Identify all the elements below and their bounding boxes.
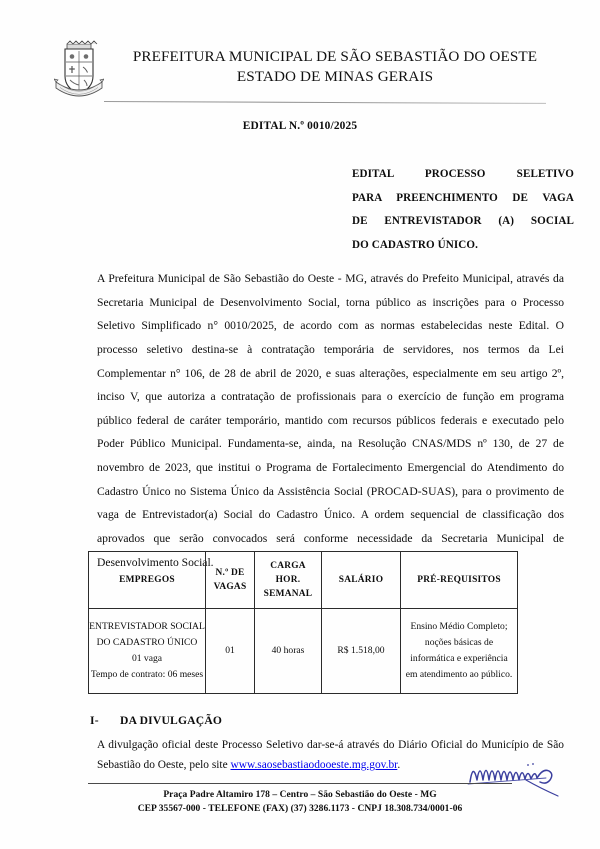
cell-text: em atendimento ao público. [405,669,513,681]
header-text: PRÉ-REQUISITOS [417,574,501,585]
section-text-after: . [397,759,401,772]
header-title-line1: PREFEITURA MUNICIPAL DE SÃO SEBASTIÃO DO OESTE [132,48,538,65]
cell-emprego [89,609,206,694]
section-title: DA DIVULGAÇÃO [120,714,223,727]
section-text-before: A divulgação oficial deste Processo Seletivo dar-se-á através do Diário Oficial do Município de São Sebastião do Oeste, pelo site [97,739,564,772]
edital-title-line: DE ENTREVISTADOR (A) SOCIAL [352,215,574,228]
header-title-group [110,48,560,87]
header-text: EMPREGOS [119,574,175,585]
column-header-empregos [89,552,206,609]
header-text: N.º DE [215,567,245,578]
edital-title-line: DO CADASTRO ÚNICO. [352,238,478,251]
footer-address: Praça Padre Altamiro 178 – Centro – São Sebastião do Oeste - MG [163,790,437,800]
cell-pre-requisitos [401,609,518,694]
jobs-table [88,551,518,694]
column-header-carga-horaria [255,552,322,609]
cell-text: Ensino Médio Completo; [410,620,508,632]
intro-paragraph: A Prefeitura Municipal de São Sebastião do Oeste - MG, através do Prefeito Municipal, através da Secretaria Municipal de Desenvolvimento Social, torna público as inscrições para o Processo Seletivo Simplificado n° 0010/2025, de acordo com as normas estabelecidas neste Edital. O processo seletivo destina-se à contratação temporária de servidores, nos termos da Lei Complementar n° 106, de 28 de abril de 2020, e suas alterações, especialmente em seu artigo 2º, inciso V, que autoriza a contratação de profissionais para o exercício de função em programa público federal de caráter temporário, mantido com recursos públicos federais e executado pelo Poder Público Municipal. Fundamenta-se, ainda, na Resolução CNAS/MDS nº 130, de 27 de novembro de 2023, que institui o Programa de Fortalecimento Emergencial do Atendimento do Cadastro Único no Sistema Único da Assistência Social (PROCAD-SUAS), para o provimento de vaga de Entrevistador(a) Social do Cadastro Único. A ordem sequencial de classificação dos aprovados que serão convocados será conforme necessidade da Secretaria Municipal de Desenvolvimento Social. [97,272,564,569]
cell-carga-horaria: 40 horas [255,609,322,694]
footer-contact: CEP 35567-000 - TELEFONE (FAX) (37) 3286.1173 - CNPJ 18.308.734/0001-06 [137,804,463,815]
column-header-salario [322,552,401,609]
cell-text: 01 vaga [131,653,163,664]
header-text: CARGA [270,560,306,571]
header-text: VAGAS [213,582,247,592]
column-header-pre-requisitos [401,552,518,609]
cell-text: noções básicas de [424,636,494,648]
jobs-table-wrapper [88,551,512,694]
edital-number: EDITAL N.º 0010/2025 [242,120,358,132]
section-paragraph-divulgacao [97,735,564,776]
official-site-link[interactable]: www.saosebastiaodooeste.mg.gov.br [230,759,398,772]
cell-vagas: 01 [206,609,255,694]
document-header [0,36,600,106]
cell-text: informática e experiência [410,653,508,664]
section-numeral: I- [90,714,99,727]
header-text: SALÁRIO [338,574,384,585]
header-text: SEMANAL [263,589,313,600]
footer-divider [88,783,512,784]
edital-title-line: PARA PREENCHIMENTO DE VAGA [352,191,574,204]
coat-of-arms-icon [54,38,104,100]
edital-title-block [352,163,574,257]
section-heading-divulgacao [90,714,222,727]
cell-text: DO CADASTRO ÚNICO [96,636,198,648]
header-text: HOR. [275,574,301,585]
table-row [89,609,518,694]
cell-text: ENTREVISTADOR SOCIAL [89,620,205,632]
table-header-row [89,552,518,609]
document-footer [0,788,600,817]
cell-text: Tempo de contrato: 06 meses [90,669,204,681]
column-header-vagas [206,552,255,609]
header-title-line2: ESTADO DE MINAS GERAIS [236,67,434,85]
edital-title-line: EDITAL PROCESSO SELETIVO [352,168,574,180]
cell-salario: R$ 1.518,00 [322,609,401,694]
